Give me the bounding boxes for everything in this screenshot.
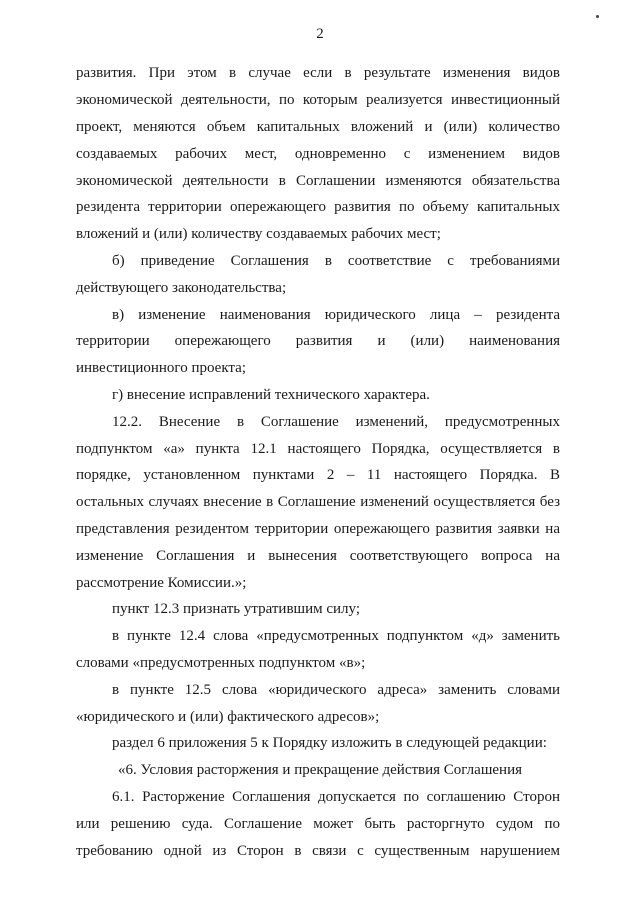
text-line: изменение Соглашения и вынесения соответствующего вопроса на [76,548,560,564]
scan-dot [596,15,599,18]
text-line: б) приведение Соглашения в соответствие с требованиями [112,253,560,269]
text-line: подпунктом «а» пункта 12.1 настоящего Порядка, осуществляется в [76,441,560,457]
text-line: раздел 6 приложения 5 к Порядку изложить в следующей редакции: [112,735,547,751]
text-line: или решению суда. Соглашение может быть расторгнуто судом по [76,816,560,832]
text-line: рассмотрение Комиссии.»; [76,575,247,591]
text-line: пункт 12.3 признать утратившим силу; [112,601,361,617]
text-line: инвестиционного проекта; [76,360,246,376]
text-line: требованию одной из Сторон в связи с существенным нарушением [76,843,560,859]
text-line: 6.1. Расторжение Соглашения допускается по соглашению Сторон [112,789,560,805]
text-line: резидента территории опережающего развития по объему капитальных [76,199,560,215]
text-line: действующего законодательства; [76,280,287,296]
text-line: проект, меняются объем капитальных вложений и (или) количество [76,119,560,135]
text-line: г) внесение исправлений технического характера. [112,387,430,403]
text-line: вложений и (или) количеству создаваемых рабочих мест; [76,226,441,242]
text-line: остальных случаях внесение в Соглашение изменений осуществляется без [76,494,560,510]
text-line: создаваемых рабочих мест, одновременно с изменением видов [76,146,560,162]
text-line: экономической деятельности в Соглашении изменяются обязательства [76,173,560,189]
text-line: словами «предусмотренных подпунктом «в»; [76,655,366,671]
text-line: развития. При этом в случае если в результате изменения видов [76,65,560,81]
text-line: порядке, установленном пунктами 2 – 11 настоящего Порядка. В [76,467,560,483]
text-line: представления резидентом территории опережающего развития заявки на [76,521,560,537]
text-line: в пункте 12.5 слова «юридического адреса» заменить словами [112,682,560,698]
page-number: 2 [316,26,324,42]
text-line: в) изменение наименования юридического лица – резидента [112,307,560,323]
section-heading: «6. Условия расторжения и прекращение действия Соглашения [118,762,522,778]
text-line: «юридического и (или) фактического адресов»; [76,709,380,725]
text-line: экономической деятельности, по которым реализуется инвестиционный [76,92,560,108]
text-line: в пункте 12.4 слова «предусмотренных подпунктом «д» заменить [112,628,560,644]
text-line: 12.2. Внесение в Соглашение изменений, предусмотренных [112,414,560,430]
text-line: территории опережающего развития и (или) наименования [76,333,560,349]
